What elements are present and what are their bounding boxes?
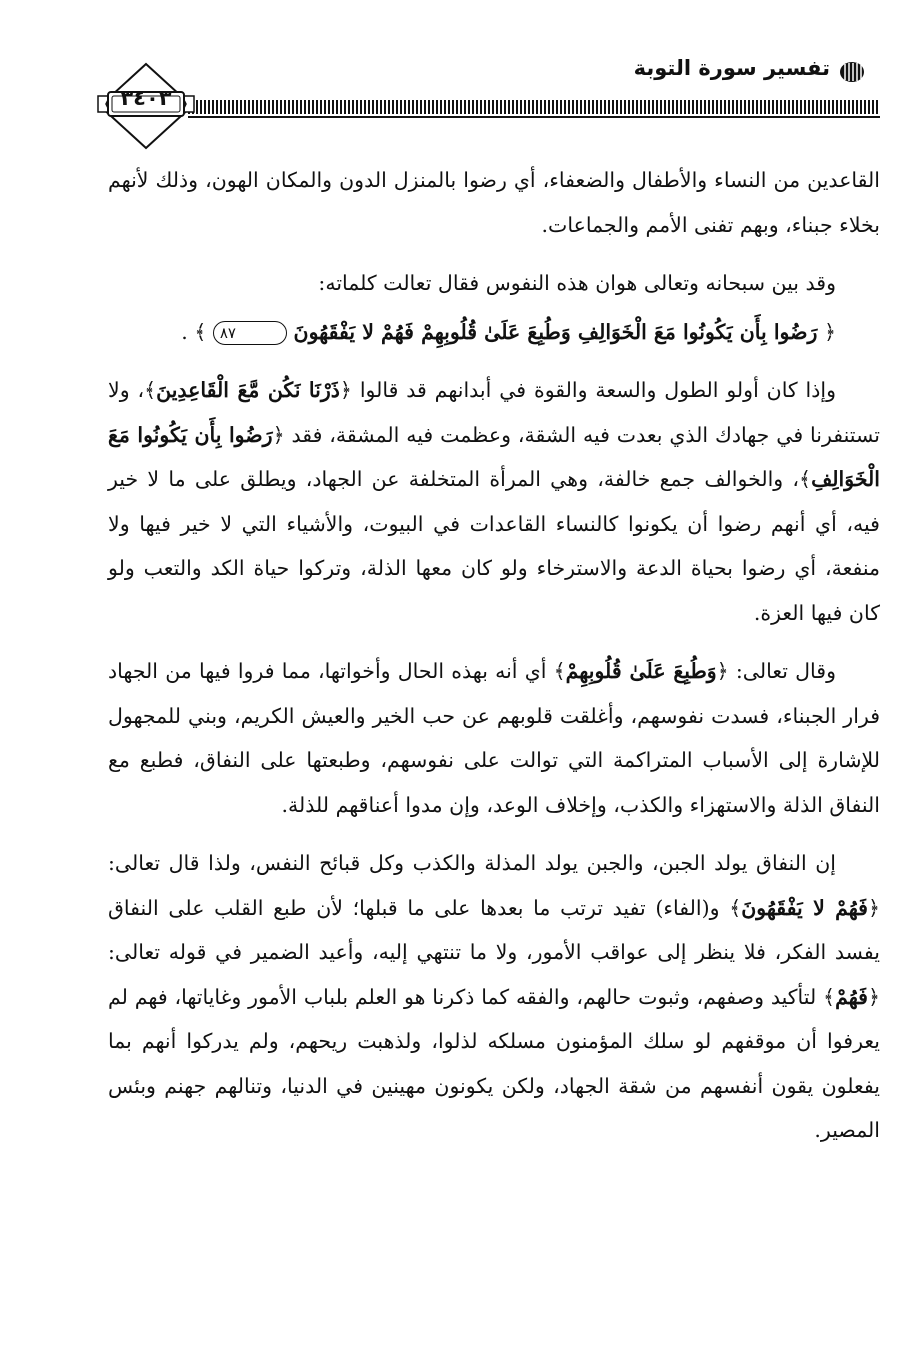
open-bracket: ﴿ <box>867 895 880 920</box>
quran-quote: فَهُمْ لا يَفْقَهُونَ <box>741 895 868 920</box>
open-bracket: ﴿ <box>716 659 729 683</box>
surah-title: تفسير سورة التوبة <box>633 56 830 80</box>
open-bracket: ﴿ <box>867 984 880 1009</box>
open-bracket: ﴿ <box>272 422 285 447</box>
close-bracket: ﴾ <box>729 895 742 920</box>
ayah-number: ٨٧ <box>213 321 287 345</box>
paragraph-1: القاعدين من النساء والأطفال والضعفاء، أي رضوا بالمنزل الدون والمكان الهون، وذلك لأنهم بخلاء جبناء، وبهم تفنى الأمم والجماعات. <box>108 168 880 237</box>
close-bracket: ﴾ <box>553 659 566 683</box>
close-bracket: ﴾ <box>194 319 207 344</box>
verse-block: ﴿ رَضُوا بِأَن يَكُونُوا مَعَ الْخَوَالِفِ وَطُبِعَ عَلَىٰ قُلُوبِهِمْ فَهُمْ لا يَفْقَهُونَ ٨٧ ﴾ . <box>181 319 836 344</box>
page-number: ٣٤٠٣ <box>120 86 172 110</box>
paragraph-3-text-b: ، ولا تستنفرنا في جهادك الذي بعدت فيه الشقة، وعظمت فيه المشقة، فقد <box>108 378 880 447</box>
paragraph-3 <box>108 368 880 635</box>
quran-quote: فَهُمْ <box>835 984 868 1009</box>
open-bracket: ﴿ <box>823 319 836 344</box>
page-body <box>108 158 880 1167</box>
paragraph-3-text-a: وإذا كان أولو الطول والسعة والقوة في أبدانهم قد قالوا <box>359 378 836 402</box>
paragraph-5-text-a: إن النفاق يولد الجبن، والجبن يولد المذلة والكذب وكل قبائح النفس، ولذا قال تعالى: <box>108 851 836 875</box>
header-rule <box>188 100 880 114</box>
close-bracket: ﴾ <box>144 378 157 402</box>
close-bracket: ﴾ <box>799 467 812 491</box>
paragraph-3-text-c: ، والخوالف جمع خالفة، وهي المرأة المتخلفة عن الجهاد، ويطلق على ما لا خير فيه، أي أنهم رضوا أن يكونوا كالنساء القاعدات في البيوت، والأشياء التي لا خير فيها ولا منفعة، أي رضوا بحياة الدعة والاسترخاء ولو كان معها الذلة، وتركوا حياة الكد والتعب ولو كان فيها العزة. <box>108 467 880 625</box>
open-bracket: ﴿ <box>339 378 352 402</box>
header-rule-line <box>188 116 880 118</box>
quran-quote: وَطُبِعَ عَلَىٰ قُلُوبِهِمْ <box>565 659 717 683</box>
paragraph-2: وقد بين سبحانه وتعالى هوان هذه النفوس فقال تعالت كلماته: <box>318 271 836 295</box>
page-header <box>0 0 916 150</box>
paragraph-4-text-a: وقال تعالى: <box>735 659 837 683</box>
quran-verse: رَضُوا بِأَن يَكُونُوا مَعَ الْخَوَالِفِ وَطُبِعَ عَلَىٰ قُلُوبِهِمْ فَهُمْ لا يَفْقَهُونَ <box>293 319 818 344</box>
quran-quote: رَضُوا بِأَن يَكُونُوا مَعَ الْخَوَالِفِ <box>108 422 880 491</box>
paragraph-5-text-c: لتأكيد وصفهم، وثبوت حالهم، والفقه كما ذكرنا هو العلم بلباب الأمور وغاياتها، فهم لم يعرفوا أن موقفهم لو سلك المؤمنون مسلكه لذلوا، ولذهبت ريحهم، ولم يدركوا أنهم بما يفعلون يقون أنفسهم من شقة الجهاد، ولكن يكونون مهينين في الدنيا، وتنالهم جهنم وبئس المصير. <box>108 984 880 1142</box>
paragraph-4-text-b: أي أنه بهذه الحال وأخواتها، مما فروا فيها من الجهاد فرار الجبناء، فسدت نفوسهم، وأغلقت قلوبهم عن حب الخير والعيش الكريم، وبني للمجهول للإشارة إلى الأسباب المتراكمة التي توالت على نفوسهم، وطبعتها على النفاق، فطبع مع النفاق الذلة والاستهزاء والكذب، وإخلاف الوعد، وإن مدوا أعناقهم للذلة. <box>108 659 880 817</box>
paragraph-5-text-b: و(الفاء) تفيد ترتب ما بعدها على ما قبلها؛ لأن طبع القلب على النفاق يفسد الفكر، فلا ينظر إلى عواقب الأمور، ولا ما تنتهي إليه، وأعيد الضمير في قوله تعالى: <box>108 895 880 964</box>
quran-quote: ذَرْنَا نَكُن مَّعَ الْقَاعِدِينَ <box>156 378 340 402</box>
close-bracket: ﴾ <box>823 984 836 1009</box>
paragraph-5 <box>108 841 880 1153</box>
flower-ornament-icon <box>838 60 866 84</box>
paragraph-4 <box>108 649 880 827</box>
